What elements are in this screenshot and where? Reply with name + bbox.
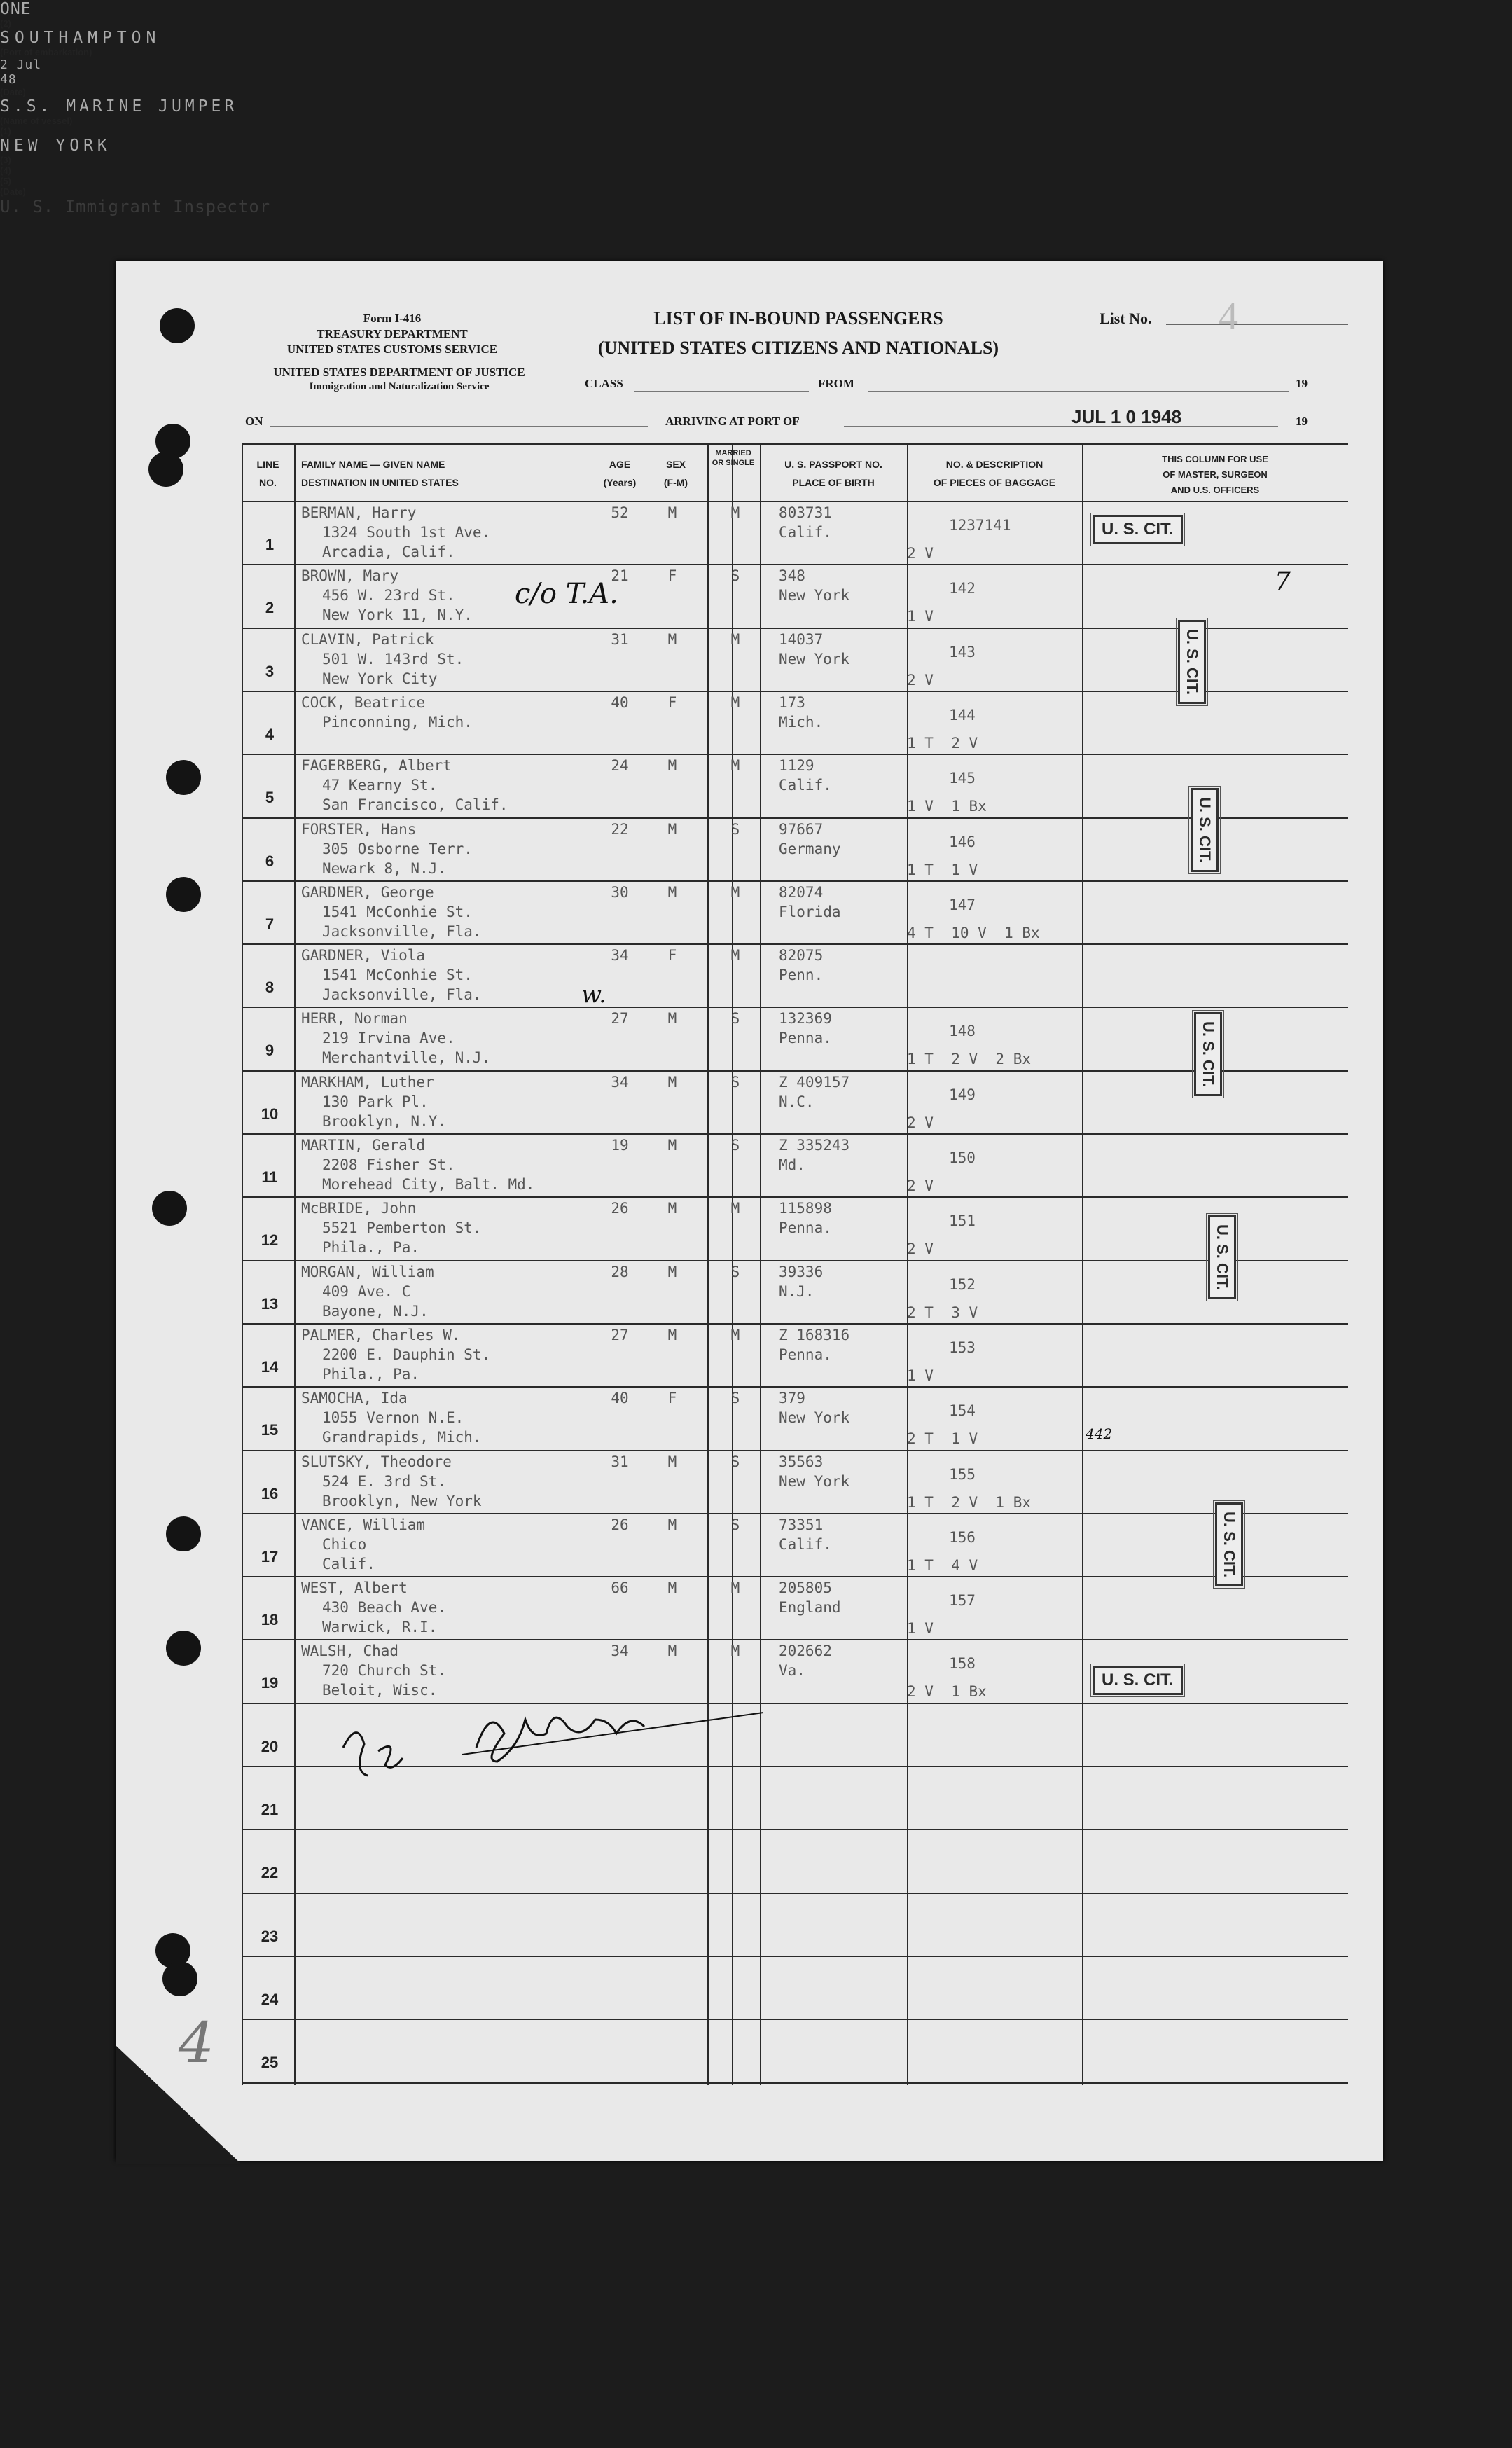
married-single-value: S: [730, 821, 740, 838]
line-number: 18: [261, 1611, 279, 1628]
place-of-birth: New York: [779, 1409, 850, 1426]
passenger-name: SLUTSKY, Theodore: [301, 1453, 452, 1470]
baggage-number: 154: [949, 1402, 976, 1419]
baggage-number: 157: [949, 1592, 976, 1609]
place-of-birth: Calif.: [779, 1536, 832, 1553]
destination-line-2: Beloit, Wisc.: [322, 1682, 438, 1699]
baggage-description: 2 V: [907, 672, 934, 689]
destination-line-2: Jacksonville, Fla.: [322, 986, 482, 1003]
age-value: 34: [611, 1074, 629, 1091]
line-number: 21: [261, 1801, 279, 1818]
date-caption-1: (Date): [0, 87, 26, 97]
handwritten-note: c/o T.A.: [515, 578, 618, 610]
married-single-value: M: [730, 504, 740, 521]
passenger-name: FAGERBERG, Albert: [301, 757, 452, 774]
age-value: 31: [611, 631, 629, 648]
line-number: 16: [261, 1485, 279, 1502]
line-number: 8: [265, 978, 275, 996]
line-number: 13: [261, 1295, 279, 1313]
passport-number: 73351: [779, 1516, 824, 1533]
col-number-4: (4): [0, 165, 11, 176]
destination-line-2: Brooklyn, N.Y.: [322, 1113, 447, 1130]
baggage-description: 2 V: [907, 1240, 934, 1257]
age-value: 52: [611, 504, 629, 521]
margin-mark: 4: [179, 2010, 214, 2075]
vessel-name: S.S. MARINE JUMPER: [0, 97, 238, 116]
row-border: [242, 1893, 1348, 1894]
passport-number: Z 168316: [779, 1327, 850, 1343]
sex-value: F: [667, 567, 677, 584]
class-value: ONE: [0, 0, 32, 18]
sex-value: M: [667, 631, 677, 648]
baggage-description: 1 T 2 V: [907, 735, 978, 752]
col-married-single: MARRIED OR SINGLE: [712, 449, 755, 467]
age-value: 34: [611, 1643, 629, 1659]
age-value: 28: [611, 1264, 629, 1280]
line-number: 22: [261, 1864, 279, 1881]
age-value: 34: [611, 947, 629, 964]
destination-line-2: Warwick, R.I.: [322, 1619, 438, 1636]
destination-line-1: Pinconning, Mich.: [322, 714, 473, 731]
sex-value: M: [667, 1327, 677, 1343]
sex-value: M: [667, 1264, 677, 1280]
list-no-line: [1166, 324, 1348, 325]
passport-number: 379: [779, 1390, 805, 1406]
us-cit-stamp: U. S. CIT.: [1178, 620, 1206, 704]
sex-value: M: [667, 884, 677, 901]
married-single-value: M: [730, 947, 740, 964]
list-title: LIST OF IN-BOUND PASSENGERS: [653, 308, 943, 329]
age-value: 21: [611, 567, 629, 584]
passenger-name: WALSH, Chad: [301, 1643, 399, 1659]
destination-line-1: 47 Kearny St.: [322, 777, 438, 794]
col-divider: [707, 443, 709, 2085]
row-border: [242, 2019, 1348, 2020]
binder-hole: [166, 1516, 201, 1551]
us-cit-stamp: U. S. CIT.: [1194, 1012, 1222, 1096]
col-number-3: (3): [0, 155, 11, 165]
date-caption-2: (Date): [0, 186, 26, 197]
baggage-description: 1 V: [907, 1620, 934, 1637]
baggage-number: 152: [949, 1276, 976, 1293]
binder-hole: [166, 877, 201, 912]
line-number: 1: [265, 536, 275, 553]
baggage-number: 142: [949, 580, 976, 597]
sex-value: M: [667, 1200, 677, 1217]
baggage-number: 143: [949, 644, 976, 661]
destination-line-1: 720 Church St.: [322, 1662, 447, 1679]
treasury-dept: TREASURY DEPARTMENT: [317, 327, 468, 340]
passport-number: 1129: [779, 757, 814, 774]
destination-line-1: 130 Park Pl.: [322, 1093, 429, 1110]
baggage-number: 144: [949, 707, 976, 724]
class-line: [634, 391, 809, 392]
sex-value: M: [667, 757, 677, 774]
passenger-name: MARKHAM, Luther: [301, 1074, 434, 1091]
passenger-name: SAMOCHA, Ida: [301, 1390, 408, 1406]
place-of-birth: New York: [779, 651, 850, 668]
age-value: 40: [611, 1390, 629, 1406]
married-single-value: S: [730, 1010, 740, 1027]
from-label: FROM: [818, 377, 854, 390]
baggage-description: 1 T 2 V 2 Bx: [907, 1051, 1032, 1067]
place-of-birth: Florida: [779, 904, 841, 920]
passport-number: 39336: [779, 1264, 824, 1280]
sex-value: M: [667, 1137, 677, 1154]
passenger-name: FORSTER, Hans: [301, 821, 417, 838]
passenger-name: MARTIN, Gerald: [301, 1137, 426, 1154]
age-value: 24: [611, 757, 629, 774]
sex-value: M: [667, 821, 677, 838]
col-divider: [1082, 443, 1083, 2085]
col-divider: [760, 443, 761, 2085]
year-prefix: 19: [1296, 377, 1308, 390]
baggage-number: 148: [949, 1023, 976, 1039]
destination-line-2: Merchantville, N.J.: [322, 1049, 491, 1066]
class-label: CLASS: [585, 377, 623, 390]
us-cit-stamp: U. S. CIT.: [1093, 1666, 1183, 1695]
inspector-label: U. S. Immigrant Inspector: [0, 197, 271, 216]
sex-value: M: [667, 1579, 677, 1596]
destination-line-1: 1541 McConhie St.: [322, 967, 473, 983]
age-value: 22: [611, 821, 629, 838]
col-sex: SEX (F-M): [663, 459, 688, 488]
place-of-birth: England: [779, 1599, 841, 1616]
place-of-birth: New York: [779, 587, 850, 604]
sex-value: M: [667, 1010, 677, 1027]
embarkation-date: 2 Jul: [0, 57, 42, 72]
sex-value: M: [667, 1074, 677, 1091]
destination-line-2: Arcadia, Calif.: [322, 544, 455, 560]
baggage-number: 147: [949, 897, 976, 913]
destination-line-1: 219 Irvina Ave.: [322, 1030, 455, 1046]
passenger-name: WEST, Albert: [301, 1579, 408, 1596]
line-number: 11: [261, 1168, 278, 1186]
age-value: 27: [611, 1327, 629, 1343]
line-number: 2: [265, 599, 275, 616]
baggage-description: 1 V: [907, 608, 934, 625]
passenger-name: VANCE, William: [301, 1516, 426, 1533]
destination-line-1: 1324 South 1st Ave.: [322, 524, 491, 541]
table-left-border: [242, 443, 243, 2085]
place-of-birth: N.J.: [779, 1283, 814, 1300]
baggage-number: 153: [949, 1339, 976, 1356]
handwritten-number: 7: [1275, 567, 1291, 596]
place-of-birth: Calif.: [779, 524, 832, 541]
age-value: 19: [611, 1137, 629, 1154]
line-number: 14: [261, 1358, 279, 1376]
baggage-description: 1 T 1 V: [907, 862, 978, 878]
baggage-number: 1237141: [949, 517, 1011, 534]
passenger-name: GARDNER, George: [301, 884, 434, 901]
col-divider: [294, 443, 296, 2085]
baggage-description: 1 V: [907, 1367, 934, 1384]
destination-line-1: Chico: [322, 1536, 367, 1553]
destination-line-2: Morehead City, Balt. Md.: [322, 1176, 535, 1193]
line-number: 12: [261, 1231, 279, 1249]
arriving-label: ARRIVING AT PORT OF: [665, 415, 800, 428]
inspector-signature: [329, 1685, 777, 1804]
passenger-name: BROWN, Mary: [301, 567, 399, 584]
passport-number: 202662: [779, 1643, 832, 1659]
binder-hole: [152, 1191, 187, 1226]
passport-number: 82075: [779, 947, 824, 964]
line-number: 19: [261, 1674, 279, 1692]
destination-line-1: 409 Ave. C: [322, 1283, 411, 1300]
place-of-birth: Mich.: [779, 714, 824, 731]
col-baggage: NO. & DESCRIPTION OF PIECES OF BAGGAGE: [933, 459, 1056, 488]
age-value: 26: [611, 1200, 629, 1217]
binder-hole: [148, 452, 183, 487]
married-single-value: S: [730, 1516, 740, 1533]
passport-number: 173: [779, 694, 805, 711]
destination-line-2: Brooklyn, New York: [322, 1493, 482, 1509]
line-number: 6: [265, 852, 275, 870]
married-single-value: M: [730, 884, 740, 901]
baggage-number: 145: [949, 770, 976, 787]
baggage-description: 2 T 1 V: [907, 1430, 978, 1447]
married-single-value: S: [730, 1453, 740, 1470]
age-value: 26: [611, 1516, 629, 1533]
sex-value: M: [667, 1516, 677, 1533]
place-of-birth: Calif.: [779, 777, 832, 794]
baggage-number: 146: [949, 834, 976, 850]
destination-line-2: New York 11, N.Y.: [322, 607, 473, 623]
married-single-value: M: [730, 1200, 740, 1217]
baggage-description: 1 T 2 V 1 Bx: [907, 1494, 1032, 1511]
sex-value: M: [667, 1643, 677, 1659]
col-number-1: (1): [0, 126, 11, 137]
married-single-value: S: [730, 567, 740, 584]
on-label: ON: [245, 415, 263, 428]
sex-value: F: [667, 947, 677, 964]
married-single-value: M: [730, 757, 740, 774]
list-number: 4: [1219, 295, 1238, 338]
passenger-name: BERMAN, Harry: [301, 504, 417, 521]
passport-number: 14037: [779, 631, 824, 648]
row-border: [242, 2082, 1348, 2084]
place-of-birth: New York: [779, 1473, 850, 1490]
baggage-description: 4 T 10 V 1 Bx: [907, 925, 1040, 941]
baggage-description: 2 V: [907, 1177, 934, 1194]
list-subtitle: (UNITED STATES CITIZENS AND NATIONALS): [597, 338, 999, 358]
arrival-line: [844, 426, 1278, 427]
destination-line-1: 5521 Pemberton St.: [322, 1219, 482, 1236]
baggage-description: 2 T 3 V: [907, 1304, 978, 1321]
destination-line-2: Calif.: [322, 1556, 375, 1572]
destination-line-1: 501 W. 143rd St.: [322, 651, 464, 668]
place-of-birth: Germany: [779, 841, 841, 857]
married-single-value: S: [730, 1264, 740, 1280]
passport-number: 132369: [779, 1010, 832, 1027]
passenger-name: CLAVIN, Patrick: [301, 631, 434, 648]
col-number-5: (5): [0, 176, 11, 186]
sex-value: M: [667, 504, 677, 521]
place-of-birth: Penna.: [779, 1030, 832, 1046]
destination-line-1: 430 Beach Ave.: [322, 1599, 447, 1616]
baggage-number: 158: [949, 1655, 976, 1672]
destination-line-1: 524 E. 3rd St.: [322, 1473, 447, 1490]
passenger-name: PALMER, Charles W.: [301, 1327, 461, 1343]
baggage-description: 2 V 1 Bx: [907, 1683, 987, 1700]
married-single-value: M: [730, 1327, 740, 1343]
line-number: 25: [261, 2054, 279, 2071]
us-cit-stamp: U. S. CIT.: [1191, 788, 1219, 872]
destination-line-1: 2208 Fisher St.: [322, 1156, 455, 1173]
passenger-name: COCK, Beatrice: [301, 694, 426, 711]
passenger-name: GARDNER, Viola: [301, 947, 426, 964]
row-border: [242, 1829, 1348, 1830]
destination-line-2: San Francisco, Calif.: [322, 796, 508, 813]
passport-number: 115898: [779, 1200, 832, 1217]
passport-number: 803731: [779, 504, 832, 521]
place-of-birth: Md.: [779, 1156, 805, 1173]
baggage-number: 151: [949, 1212, 976, 1229]
destination-line-2: Bayone, N.J.: [322, 1303, 429, 1320]
line-number: 5: [265, 789, 275, 806]
table-top-border: [242, 443, 1348, 445]
passport-number: 348: [779, 567, 805, 584]
destination-line-2: Newark 8, N.J.: [322, 860, 447, 877]
baggage-description: 2 V: [907, 1114, 934, 1131]
destination-line-1: 1055 Vernon N.E.: [322, 1409, 464, 1426]
married-single-value: S: [730, 1074, 740, 1091]
line-number: 23: [261, 1928, 279, 1945]
destination-line-2: New York City: [322, 670, 438, 687]
binder-hole: [166, 1631, 201, 1666]
age-value: 30: [611, 884, 629, 901]
baggage-number: 149: [949, 1086, 976, 1103]
row-border: [242, 1956, 1348, 1957]
baggage-number: 150: [949, 1149, 976, 1166]
us-cit-stamp: U. S. CIT.: [1208, 1215, 1236, 1299]
line-number: 17: [261, 1548, 279, 1565]
form-number: Form I-416: [363, 312, 422, 325]
destination-line-1: 456 W. 23rd St.: [322, 587, 455, 604]
from-line: [868, 391, 1289, 392]
arrival-port: NEW YORK: [0, 137, 111, 155]
passport-number: 205805: [779, 1579, 832, 1596]
from-value: SOUTHAMPTON: [0, 29, 161, 47]
passport-number: Z 409157: [779, 1074, 850, 1091]
baggage-number: 155: [949, 1466, 976, 1483]
passenger-name: MORGAN, William: [301, 1264, 434, 1280]
port-embarkation-caption: (Port of embarkation): [0, 47, 92, 57]
arrival-date-stamp: JUL 1 0 1948: [1071, 406, 1182, 427]
destination-line-2: Phila., Pa.: [322, 1366, 420, 1383]
col-officers: THIS COLUMN FOR USE OF MASTER, SURGEON AND U.S. OFFICERS: [1162, 454, 1268, 495]
married-single-value: S: [730, 1390, 740, 1406]
col-number-2: (2): [0, 18, 11, 29]
baggage-description: 2 V: [907, 545, 934, 562]
customs-service: UNITED STATES CUSTOMS SERVICE: [286, 343, 498, 356]
line-number: 15: [261, 1421, 279, 1439]
us-cit-stamp: U. S. CIT.: [1093, 515, 1183, 544]
place-of-birth: N.C.: [779, 1093, 814, 1110]
place-of-birth: Va.: [779, 1662, 805, 1679]
binder-hole: [166, 760, 201, 795]
vessel-line: [270, 426, 648, 427]
us-cit-stamp: U. S. CIT.: [1215, 1502, 1243, 1586]
line-number: 3: [265, 663, 275, 680]
destination-line-1: 2200 E. Dauphin St.: [322, 1346, 491, 1363]
list-no-label: List No.: [1100, 310, 1152, 327]
place-of-birth: Penn.: [779, 967, 824, 983]
passport-number: 35563: [779, 1453, 824, 1470]
col-age: AGE (Years): [603, 459, 637, 488]
sex-value: M: [667, 1453, 677, 1470]
passport-number: 97667: [779, 821, 824, 838]
binder-hole: [162, 1961, 197, 1996]
destination-line-2: Jacksonville, Fla.: [322, 923, 482, 940]
sex-value: F: [667, 1390, 677, 1406]
line-number: 7: [265, 915, 275, 933]
year-suffix: 48: [0, 72, 17, 87]
passenger-name: HERR, Norman: [301, 1010, 408, 1027]
year-prefix-2: 19: [1296, 415, 1308, 428]
handwritten-mark: w.: [581, 981, 606, 1009]
vessel-caption: (Name of vessel): [0, 116, 73, 126]
destination-line-2: Phila., Pa.: [322, 1239, 420, 1256]
justice-dept: UNITED STATES DEPARTMENT OF JUSTICE: [273, 366, 525, 379]
age-value: 66: [611, 1579, 629, 1596]
married-single-value: M: [730, 1643, 740, 1659]
col-line-no: LINE NO.: [256, 459, 279, 488]
binder-hole: [160, 308, 195, 343]
line-number: 9: [265, 1042, 275, 1059]
col-name-destination: FAMILY NAME — GIVEN NAME DESTINATION IN UNITED STATES: [301, 459, 459, 488]
baggage-number: 156: [949, 1529, 976, 1546]
place-of-birth: Penna.: [779, 1219, 832, 1236]
passport-number: Z 335243: [779, 1137, 850, 1154]
line-number: 4: [265, 726, 275, 743]
passenger-name: McBRIDE, John: [301, 1200, 417, 1217]
age-value: 40: [611, 694, 629, 711]
married-single-value: M: [730, 631, 740, 648]
married-single-value: M: [730, 694, 740, 711]
col-passport-birth: U. S. PASSPORT NO. PLACE OF BIRTH: [784, 459, 882, 488]
line-number: 24: [261, 1991, 279, 2008]
place-of-birth: Penna.: [779, 1346, 832, 1363]
line-number: 20: [261, 1738, 279, 1755]
married-single-value: S: [730, 1137, 740, 1154]
passport-number: 82074: [779, 884, 824, 901]
ins-service: Immigration and Naturalization Service: [309, 381, 490, 392]
age-value: 31: [611, 1453, 629, 1470]
age-value: 27: [611, 1010, 629, 1027]
destination-line-1: 1541 McConhie St.: [322, 904, 473, 920]
married-single-value: M: [730, 1579, 740, 1596]
line-number: 10: [261, 1105, 279, 1123]
destination-line-2: Grandrapids, Mich.: [322, 1429, 482, 1446]
handwritten-number: 442: [1086, 1425, 1113, 1442]
sex-value: F: [667, 694, 677, 711]
baggage-description: 1 T 4 V: [907, 1557, 978, 1574]
baggage-description: 1 V 1 Bx: [907, 798, 987, 815]
destination-line-1: 305 Osborne Terr.: [322, 841, 473, 857]
